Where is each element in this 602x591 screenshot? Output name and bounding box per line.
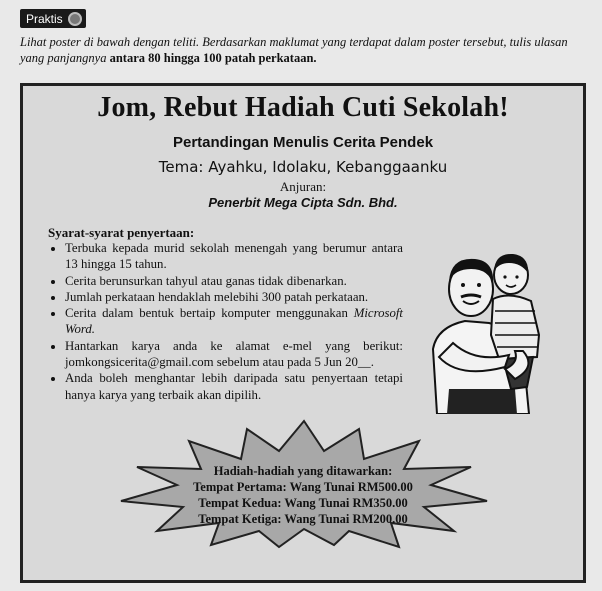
prize-third: Tempat Ketiga: Wang Tunai RM200.00 (198, 512, 408, 526)
requirement-item: • Jumlah perkataan hendaklah melebihi 300 patah perkataan. (65, 289, 403, 305)
instruction-text (20, 34, 592, 66)
instruction-word-count: antara 80 hingga 100 patah perkataan. (109, 51, 317, 65)
section-number-icon (68, 12, 82, 26)
instruction-main: Lihat poster di bawah dengan teliti. Berdasarkan maklumat yang terdapat dalam poster tersebut, tulis ulasan yang panjangnya (20, 35, 568, 65)
requirement-item: • Cerita berunsurkan tahyul atau ganas tidak dibenarkan. (65, 273, 403, 289)
poster-title: Jom, Rebut Hadiah Cuti Sekolah! (97, 92, 509, 123)
requirement-item: • Hantarkan karya anda ke alamat e-mel yang berikut: jomkongsicerita@gmail.com sebelum atau pada 5 Jun 20__. (65, 338, 403, 371)
organizer-label: Anjuran: (279, 179, 327, 194)
prize-second: Tempat Kedua: Wang Tunai RM350.00 (198, 496, 408, 510)
requirements-title: Syarat-syarat penyertaan: (48, 225, 195, 240)
requirement-item: • Cerita dalam bentuk bertaip komputer menggunakan Microsoft Word. (65, 305, 403, 338)
poster (20, 83, 586, 583)
poster-subtitle: Pertandingan Menulis Cerita Pendek (172, 134, 434, 151)
praktis-badge (20, 9, 86, 28)
requirement-item: • Terbuka kepada murid sekolah menengah yang berumur antara 13 hingga 15 tahun. (65, 240, 403, 273)
requirements-list (49, 240, 403, 403)
prize-first: Tempat Pertama: Wang Tunai RM500.00 (193, 480, 413, 494)
requirement-item: • Anda boleh menghantar lebih daripada satu penyertaan tetapi hanya karya yang terbaik akan dipilih. (65, 370, 403, 403)
father-and-son-illustration (419, 239, 559, 414)
poster-theme: Tema: Ayahku, Idolaku, Kebanggaanku (158, 158, 448, 176)
prizes-title: Hadiah-hadiah yang ditawarkan: (213, 464, 393, 478)
prize-box (173, 463, 433, 527)
badge-label: Praktis (26, 11, 63, 26)
organizer-name: Penerbit Mega Cipta Sdn. Bhd. (208, 195, 398, 210)
